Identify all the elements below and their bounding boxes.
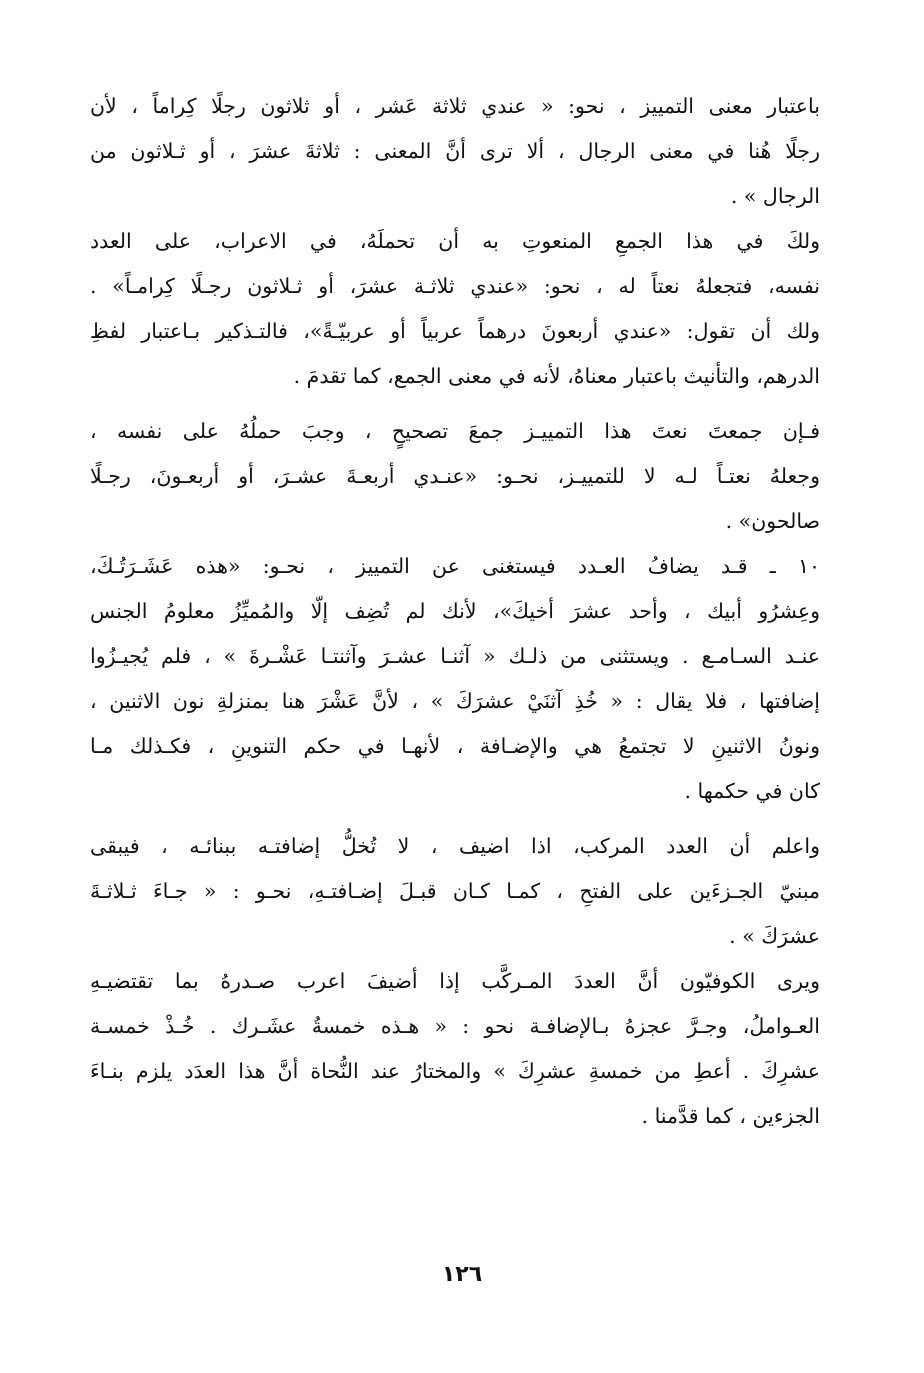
text-line: وعِشرُو أبيك ، وأحد عشرَ أخيكَ»، لأنك لم تُضِف إلّا والمُميِّزُ معلومُ الجنس (90, 599, 820, 623)
text-line: مبنيّ الجـزءَين على الفتحِ ، كمـا كـان قبـلَ إضـافتـهِ، نحـو : « جـاءَ ثـلاثـةَ (90, 879, 820, 903)
text-line: عنـد السـامـع . ويستثنى من ذلـك « آثنـا عشـرَ وآثنتـا عَشْـرةَ » ، فلم يُجيـزُوا (90, 644, 820, 668)
paragraph-spacer (90, 814, 820, 824)
text-line: إضافتها ، فلا يقال : « خُذِ آثنَيْ عشرَكَ » ، لأنَّ عَشْرَ هنا بمنزلةِ نون الاثنين ، (90, 689, 820, 713)
paragraph (90, 409, 820, 544)
text-line: واعلم أن العدد المركب، اذا اضيف ، لا تُخلُّ إضافتـه ببنائـه ، فيبقى (90, 834, 820, 858)
text-line: ولكَ في هذا الجمعِ المنعوتِ به أن تحملَهُ، في الاعراب، على العدد (90, 229, 820, 253)
text-line: كان في حكمها . (684, 779, 820, 803)
paragraph (90, 544, 820, 814)
text-line: وجعلهُ نعتـاً لـه لا للتمييـز، نحـو: «عنـدي أربعـةَ عشـرَ، أو أربعـونَ، رجـلًا (90, 464, 820, 488)
text-line: عشرَكَ » . (729, 924, 820, 948)
text-line: فـإن جمعتَ نعتَ هذا التمييـز جمعَ تصحيحٍ ، وجبَ حملُهُ على نفسه ، (90, 419, 820, 443)
text-line: العـواملُ، وجـرَّ عجزهُ بـالإضافـة نحو : « هـذه خمسةُ عشَـرك . خُـذْ خمسـة (90, 1014, 820, 1038)
text-line: ونونُ الاثنينِ لا تجتمعُ هي والإضـافة ، لأنهـا في حكم التنوينِ ، فكـذلك مـا (90, 734, 820, 758)
text-line: ويرى الكوفيّون أنَّ العددَ المـركَّب إذا أضيفَ اعرب صـدرهُ بما تقتضيـهِ (90, 969, 820, 993)
text-line: الدرهم، والتأنيث باعتبار معناهُ، لأنه في معنى الجمع، كما تقدمَ . (293, 364, 820, 388)
paragraph (90, 824, 820, 959)
text-line: الجزءين ، كما قدَّمنا . (641, 1104, 820, 1128)
paragraph (90, 84, 820, 219)
text-line: نفسه، فتجعلهُ نعتاً له ، نحو: «عندي ثلاثـة عشرَ، أو ثـلاثون رجـلًا كِرامـاً» . (90, 274, 820, 298)
text-line: الرجال » . (730, 184, 820, 208)
text-line: رجلًا هُنا في معنى الرجال ، ألا ترى أنَّ المعنى : ثلاثةَ عشرَ ، أو ثـلاثون من (90, 139, 820, 163)
paragraph (90, 219, 820, 399)
text-line: عشرِكَ . أعطِ من خمسةِ عشرِكَ » والمختارُ عند النُّحاة أنَّ هذا العدَد يلزم بنـاءَ (90, 1059, 820, 1083)
text-body (90, 84, 820, 1139)
page-number: ١٢٦ (441, 1262, 483, 1287)
text-line: صالحون» . (725, 509, 820, 533)
paragraph-spacer (90, 399, 820, 409)
text-line: باعتبار معنى التمييز ، نحو: « عندي ثلاثة عَشر ، أو ثلاثون رجلًا كِراماً ، لأن (90, 94, 820, 118)
text-line: ١٠ ـ قـد يضافُ العـدد فيستغنى عن التمييز ، نحـو: «هذه عَشَـرَتُـكَ، (90, 554, 820, 578)
paragraph (90, 959, 820, 1139)
text-line: ولك أن تقول: «عندي أربعونَ درهماً عربياً أو عربيّـةً»، فالتـذكير بـاعتبار لفظِ (90, 319, 820, 343)
